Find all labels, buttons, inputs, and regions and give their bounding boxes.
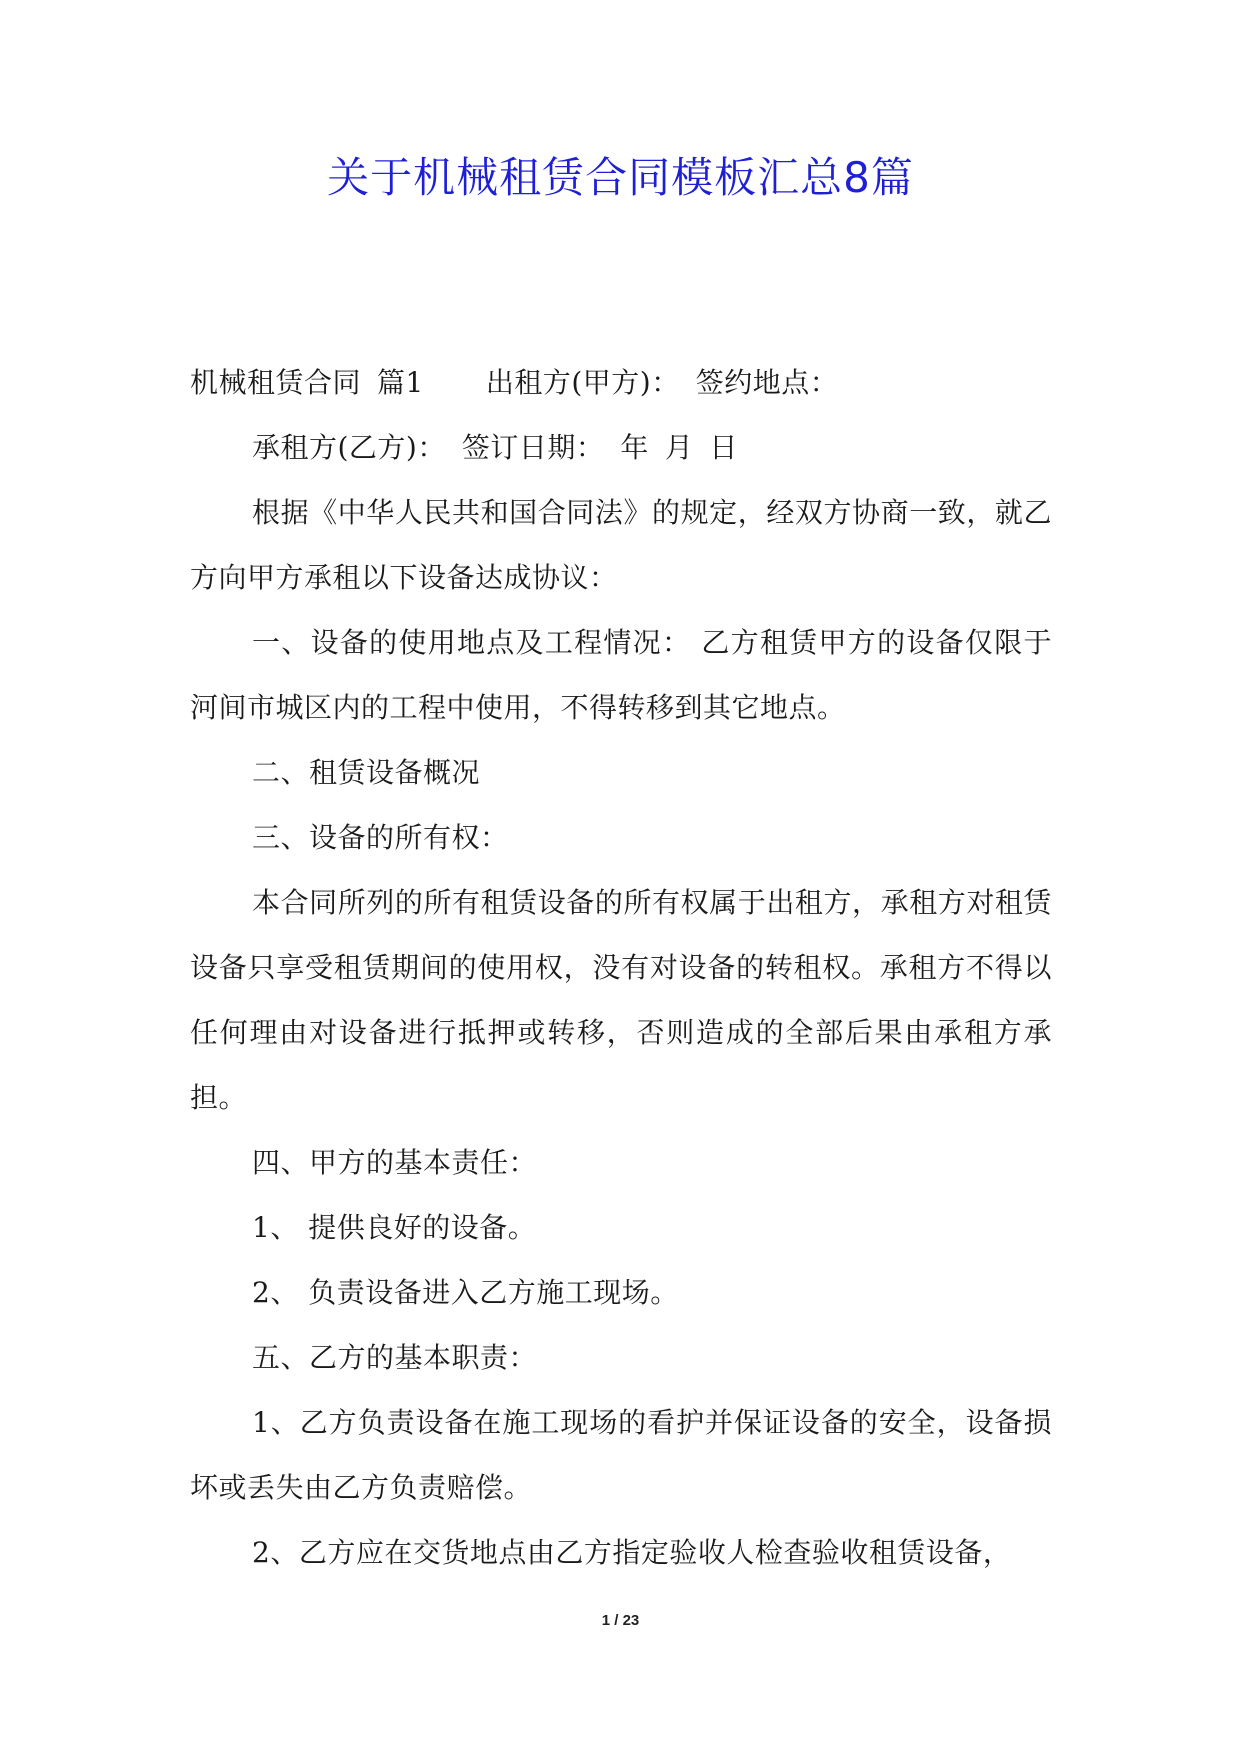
paragraph-section-2: 二、租赁设备概况 — [252, 756, 481, 789]
paragraph-section-3: 三、设备的所有权： — [252, 821, 509, 854]
contract-name: 机械租赁合同 — [190, 366, 362, 399]
lessee-line — [190, 415, 1052, 480]
paragraph-item-5-1: 1、乙方负责设备在施工现场的看护并保证设备的安全，设备损坏或丢失由乙方负责赔偿。 — [190, 1406, 1052, 1504]
lessor-label: 出租方(甲方)： — [485, 366, 680, 399]
paragraph-item-5-2: 2、乙方应在交货地点由乙方指定验收人检查验收租赁设备， — [252, 1536, 1012, 1569]
contract-header-line — [190, 350, 1052, 415]
lessee-label: 承租方(乙方)： — [252, 431, 446, 464]
paragraph-item-4-1: 1、 提供良好的设备。 — [252, 1211, 537, 1244]
page-number: 1 / 23 — [601, 1612, 640, 1629]
day-label: 日 — [709, 431, 738, 464]
paragraph-section-5: 五、乙方的基本职责： — [252, 1341, 538, 1374]
paragraph-item-4-2: 2、 负责设备进入乙方施工现场。 — [252, 1276, 679, 1309]
paragraph-section-4: 四、甲方的基本责任： — [252, 1146, 538, 1179]
document-body — [190, 350, 1052, 1585]
article-label: 篇1 — [377, 366, 424, 399]
paragraph-section-1: 一、设备的使用地点及工程情况： 乙方租赁甲方的设备仅限于河间市城区内的工程中使用，不得转移到其它地点。 — [190, 626, 1052, 724]
month-label: 月 — [664, 431, 694, 464]
paragraph-preamble: 根据《中华人民共和国合同法》的规定，经双方协商一致，就乙方向甲方承租以下设备达成协议： — [190, 496, 1052, 594]
year-label: 年 — [620, 431, 649, 464]
paragraph-ownership: 本合同所列的所有租赁设备的所有权属于出租方，承租方对租赁设备只享受租赁期间的使用权，没有对设备的转租权。承租方不得以任何理由对设备进行抵押或转移，否则造成的全部后果由承租方承担。 — [190, 886, 1052, 1114]
document-title: 关于机械租赁合同模板汇总8篇 — [327, 153, 914, 202]
signing-date-label: 签订日期： — [461, 431, 605, 464]
signing-place-label: 签约地点： — [695, 366, 839, 399]
